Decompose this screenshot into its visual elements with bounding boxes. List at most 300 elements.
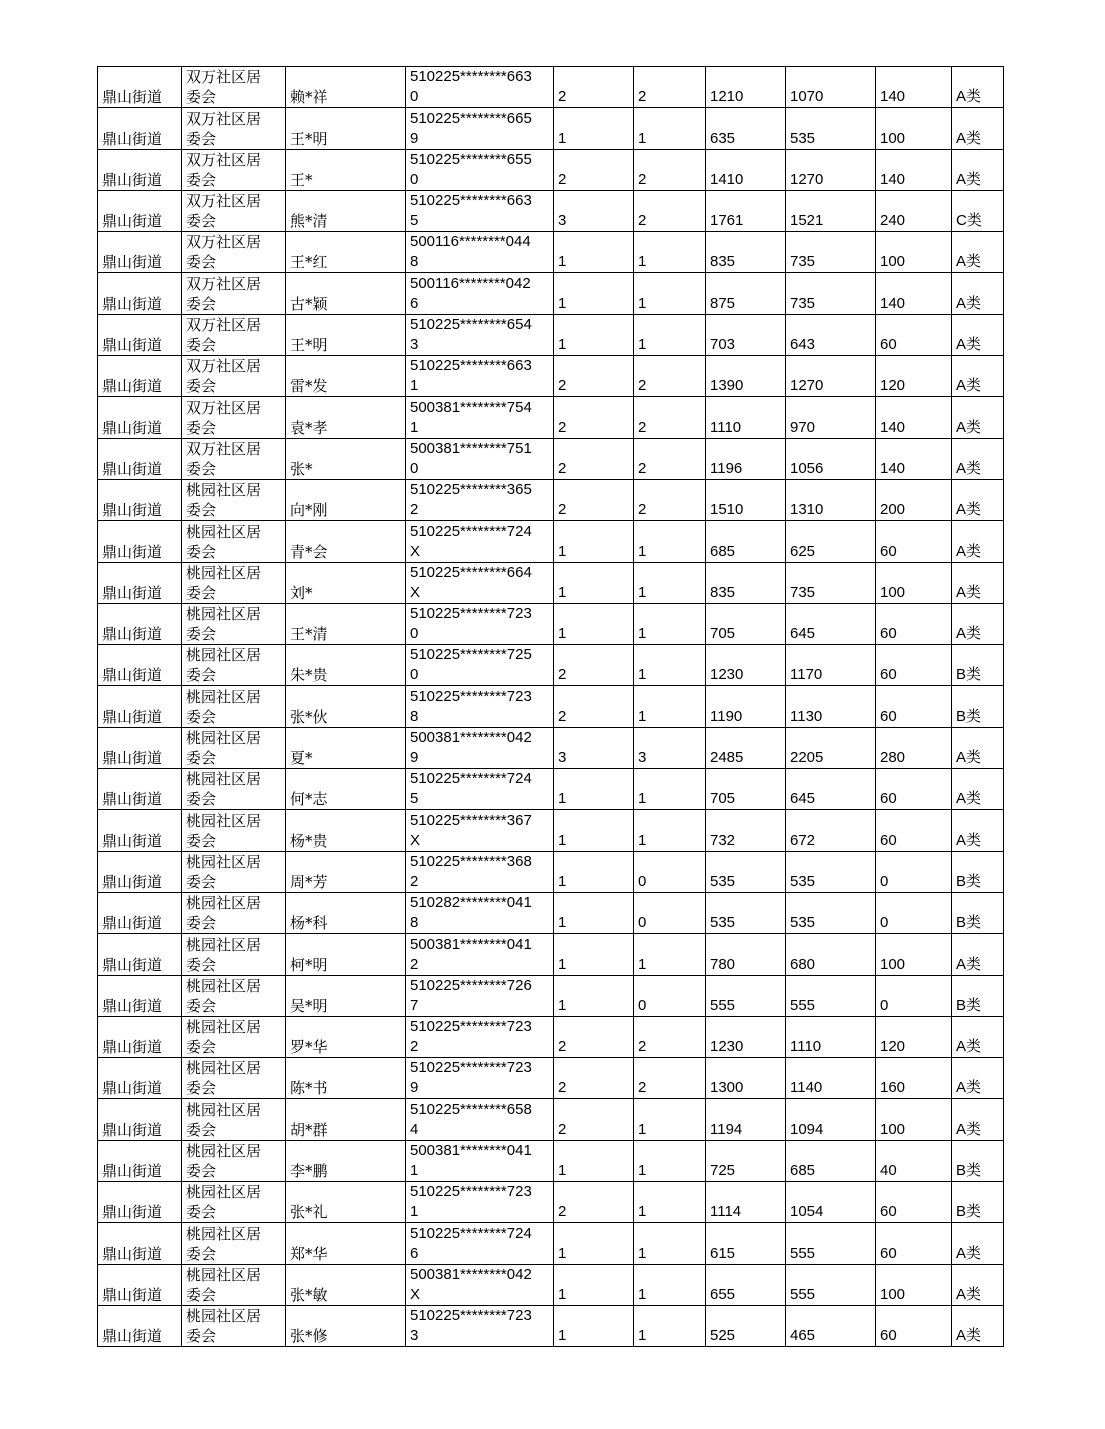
community-cell: 双万社区居 委会 <box>182 149 286 190</box>
street-cell: 鼎山街道 <box>98 975 182 1016</box>
base-amount-cell: 1310 <box>786 479 876 520</box>
total-amount-cell: 705 <box>706 603 786 644</box>
street-cell: 鼎山街道 <box>98 727 182 768</box>
household-size-cell: 1 <box>554 810 634 851</box>
table-row <box>98 645 1004 686</box>
category-cell: B类 <box>952 1140 1004 1181</box>
support-count-cell: 2 <box>634 67 706 108</box>
name-cell: 向*刚 <box>286 479 406 520</box>
name-cell: 夏* <box>286 727 406 768</box>
category-cell: A类 <box>952 934 1004 975</box>
name-cell: 吴*明 <box>286 975 406 1016</box>
extra-amount-cell: 40 <box>876 1140 952 1181</box>
category-cell: A类 <box>952 1099 1004 1140</box>
base-amount-cell: 535 <box>786 108 876 149</box>
household-size-cell: 1 <box>554 232 634 273</box>
community-cell: 桃园社区居 委会 <box>182 1182 286 1223</box>
category-cell: A类 <box>952 232 1004 273</box>
street-cell: 鼎山街道 <box>98 1264 182 1305</box>
household-size-cell: 2 <box>554 1182 634 1223</box>
community-cell: 桃园社区居 委会 <box>182 810 286 851</box>
category-cell: A类 <box>952 108 1004 149</box>
household-size-cell: 2 <box>554 356 634 397</box>
extra-amount-cell: 60 <box>876 810 952 851</box>
extra-amount-cell: 60 <box>876 769 952 810</box>
total-amount-cell: 1190 <box>706 686 786 727</box>
community-cell: 桃园社区居 委会 <box>182 1305 286 1346</box>
name-cell: 陈*书 <box>286 1058 406 1099</box>
extra-amount-cell: 140 <box>876 149 952 190</box>
total-amount-cell: 535 <box>706 851 786 892</box>
table-row <box>98 934 1004 975</box>
category-cell: A类 <box>952 1058 1004 1099</box>
street-cell: 鼎山街道 <box>98 769 182 810</box>
total-amount-cell: 685 <box>706 521 786 562</box>
support-count-cell: 3 <box>634 727 706 768</box>
total-amount-cell: 1510 <box>706 479 786 520</box>
id-number-cell: 510225********664 X <box>406 562 554 603</box>
total-amount-cell: 2485 <box>706 727 786 768</box>
community-cell: 桃园社区居 委会 <box>182 521 286 562</box>
table-row <box>98 1223 1004 1264</box>
id-number-cell: 510225********723 8 <box>406 686 554 727</box>
table-row <box>98 562 1004 603</box>
id-number-cell: 510225********655 0 <box>406 149 554 190</box>
household-size-cell: 1 <box>554 273 634 314</box>
id-number-cell: 510225********663 0 <box>406 67 554 108</box>
support-count-cell: 1 <box>634 314 706 355</box>
table-row <box>98 1058 1004 1099</box>
category-cell: B类 <box>952 645 1004 686</box>
base-amount-cell: 970 <box>786 397 876 438</box>
name-cell: 青*会 <box>286 521 406 562</box>
community-cell: 桃园社区居 委会 <box>182 934 286 975</box>
base-amount-cell: 1270 <box>786 149 876 190</box>
category-cell: A类 <box>952 273 1004 314</box>
street-cell: 鼎山街道 <box>98 1182 182 1223</box>
base-amount-cell: 735 <box>786 273 876 314</box>
table-row <box>98 769 1004 810</box>
extra-amount-cell: 200 <box>876 479 952 520</box>
category-cell: A类 <box>952 521 1004 562</box>
name-cell: 王* <box>286 149 406 190</box>
base-amount-cell: 680 <box>786 934 876 975</box>
id-number-cell: 510225********723 2 <box>406 1016 554 1057</box>
id-number-cell: 510225********665 9 <box>406 108 554 149</box>
street-cell: 鼎山街道 <box>98 810 182 851</box>
base-amount-cell: 535 <box>786 851 876 892</box>
name-cell: 郑*华 <box>286 1223 406 1264</box>
household-size-cell: 3 <box>554 190 634 231</box>
name-cell: 胡*群 <box>286 1099 406 1140</box>
name-cell: 朱*贵 <box>286 645 406 686</box>
street-cell: 鼎山街道 <box>98 1099 182 1140</box>
category-cell: B类 <box>952 1182 1004 1223</box>
extra-amount-cell: 60 <box>876 1223 952 1264</box>
total-amount-cell: 655 <box>706 1264 786 1305</box>
name-cell: 张*修 <box>286 1305 406 1346</box>
household-size-cell: 1 <box>554 934 634 975</box>
name-cell: 张*敏 <box>286 1264 406 1305</box>
street-cell: 鼎山街道 <box>98 397 182 438</box>
street-cell: 鼎山街道 <box>98 67 182 108</box>
support-count-cell: 2 <box>634 356 706 397</box>
category-cell: A类 <box>952 727 1004 768</box>
table-row <box>98 1016 1004 1057</box>
name-cell: 刘* <box>286 562 406 603</box>
extra-amount-cell: 140 <box>876 438 952 479</box>
household-size-cell: 1 <box>554 851 634 892</box>
category-cell: A类 <box>952 149 1004 190</box>
support-count-cell: 1 <box>634 273 706 314</box>
table-row <box>98 1099 1004 1140</box>
base-amount-cell: 555 <box>786 975 876 1016</box>
base-amount-cell: 1070 <box>786 67 876 108</box>
community-cell: 桃园社区居 委会 <box>182 769 286 810</box>
support-count-cell: 1 <box>634 108 706 149</box>
community-cell: 双万社区居 委会 <box>182 397 286 438</box>
support-count-cell: 1 <box>634 1223 706 1264</box>
support-count-cell: 2 <box>634 438 706 479</box>
total-amount-cell: 1210 <box>706 67 786 108</box>
support-count-cell: 1 <box>634 810 706 851</box>
household-size-cell: 1 <box>554 562 634 603</box>
table-row <box>98 149 1004 190</box>
total-amount-cell: 705 <box>706 769 786 810</box>
id-number-cell: 500381********041 2 <box>406 934 554 975</box>
base-amount-cell: 1110 <box>786 1016 876 1057</box>
community-cell: 桃园社区居 委会 <box>182 479 286 520</box>
household-size-cell: 2 <box>554 1016 634 1057</box>
total-amount-cell: 725 <box>706 1140 786 1181</box>
name-cell: 张*伙 <box>286 686 406 727</box>
extra-amount-cell: 140 <box>876 67 952 108</box>
community-cell: 桃园社区居 委会 <box>182 1140 286 1181</box>
category-cell: A类 <box>952 1264 1004 1305</box>
total-amount-cell: 703 <box>706 314 786 355</box>
extra-amount-cell: 0 <box>876 892 952 933</box>
category-cell: A类 <box>952 562 1004 603</box>
base-amount-cell: 1056 <box>786 438 876 479</box>
street-cell: 鼎山街道 <box>98 1140 182 1181</box>
base-amount-cell: 1094 <box>786 1099 876 1140</box>
extra-amount-cell: 0 <box>876 975 952 1016</box>
id-number-cell: 500381********042 X <box>406 1264 554 1305</box>
id-number-cell: 510282********041 8 <box>406 892 554 933</box>
community-cell: 双万社区居 委会 <box>182 108 286 149</box>
id-number-cell: 500381********042 9 <box>406 727 554 768</box>
table-row <box>98 851 1004 892</box>
total-amount-cell: 1114 <box>706 1182 786 1223</box>
id-number-cell: 510225********723 1 <box>406 1182 554 1223</box>
support-count-cell: 1 <box>634 1264 706 1305</box>
category-cell: A类 <box>952 1305 1004 1346</box>
support-count-cell: 1 <box>634 769 706 810</box>
support-count-cell: 2 <box>634 1058 706 1099</box>
name-cell: 张* <box>286 438 406 479</box>
street-cell: 鼎山街道 <box>98 934 182 975</box>
base-amount-cell: 1054 <box>786 1182 876 1223</box>
community-cell: 桃园社区居 委会 <box>182 851 286 892</box>
street-cell: 鼎山街道 <box>98 1058 182 1099</box>
support-count-cell: 0 <box>634 851 706 892</box>
category-cell: A类 <box>952 603 1004 644</box>
community-cell: 桃园社区居 委会 <box>182 892 286 933</box>
total-amount-cell: 1230 <box>706 645 786 686</box>
household-size-cell: 1 <box>554 1305 634 1346</box>
household-size-cell: 1 <box>554 1140 634 1181</box>
category-cell: A类 <box>952 1223 1004 1264</box>
support-count-cell: 2 <box>634 397 706 438</box>
support-count-cell: 1 <box>634 1099 706 1140</box>
total-amount-cell: 635 <box>706 108 786 149</box>
community-cell: 桃园社区居 委会 <box>182 727 286 768</box>
street-cell: 鼎山街道 <box>98 356 182 397</box>
extra-amount-cell: 60 <box>876 521 952 562</box>
name-cell: 王*清 <box>286 603 406 644</box>
community-cell: 桃园社区居 委会 <box>182 1058 286 1099</box>
community-cell: 桃园社区居 委会 <box>182 1016 286 1057</box>
household-size-cell: 1 <box>554 1223 634 1264</box>
id-number-cell: 510225********365 2 <box>406 479 554 520</box>
id-number-cell: 510225********724 6 <box>406 1223 554 1264</box>
street-cell: 鼎山街道 <box>98 232 182 273</box>
street-cell: 鼎山街道 <box>98 438 182 479</box>
table-row <box>98 356 1004 397</box>
base-amount-cell: 1130 <box>786 686 876 727</box>
total-amount-cell: 1110 <box>706 397 786 438</box>
id-number-cell: 500116********044 8 <box>406 232 554 273</box>
community-cell: 桃园社区居 委会 <box>182 686 286 727</box>
base-amount-cell: 643 <box>786 314 876 355</box>
household-size-cell: 2 <box>554 1099 634 1140</box>
extra-amount-cell: 240 <box>876 190 952 231</box>
id-number-cell: 510225********723 0 <box>406 603 554 644</box>
total-amount-cell: 1196 <box>706 438 786 479</box>
id-number-cell: 510225********663 1 <box>406 356 554 397</box>
extra-amount-cell: 100 <box>876 108 952 149</box>
table-row <box>98 1140 1004 1181</box>
table-row <box>98 438 1004 479</box>
street-cell: 鼎山街道 <box>98 603 182 644</box>
name-cell: 王*明 <box>286 108 406 149</box>
household-size-cell: 2 <box>554 1058 634 1099</box>
name-cell: 何*志 <box>286 769 406 810</box>
base-amount-cell: 645 <box>786 603 876 644</box>
extra-amount-cell: 100 <box>876 934 952 975</box>
total-amount-cell: 555 <box>706 975 786 1016</box>
name-cell: 熊*清 <box>286 190 406 231</box>
support-count-cell: 0 <box>634 892 706 933</box>
id-number-cell: 510225********723 9 <box>406 1058 554 1099</box>
base-amount-cell: 625 <box>786 521 876 562</box>
street-cell: 鼎山街道 <box>98 149 182 190</box>
base-amount-cell: 672 <box>786 810 876 851</box>
name-cell: 李*鹏 <box>286 1140 406 1181</box>
category-cell: A类 <box>952 1016 1004 1057</box>
name-cell: 杨*科 <box>286 892 406 933</box>
name-cell: 雷*发 <box>286 356 406 397</box>
id-number-cell: 510225********724 5 <box>406 769 554 810</box>
base-amount-cell: 1140 <box>786 1058 876 1099</box>
community-cell: 桃园社区居 委会 <box>182 603 286 644</box>
support-count-cell: 0 <box>634 975 706 1016</box>
support-count-cell: 2 <box>634 479 706 520</box>
base-amount-cell: 1170 <box>786 645 876 686</box>
total-amount-cell: 615 <box>706 1223 786 1264</box>
household-size-cell: 2 <box>554 397 634 438</box>
table-row <box>98 273 1004 314</box>
community-cell: 双万社区居 委会 <box>182 356 286 397</box>
street-cell: 鼎山街道 <box>98 1223 182 1264</box>
total-amount-cell: 875 <box>706 273 786 314</box>
total-amount-cell: 1230 <box>706 1016 786 1057</box>
extra-amount-cell: 100 <box>876 562 952 603</box>
extra-amount-cell: 100 <box>876 232 952 273</box>
total-amount-cell: 1410 <box>706 149 786 190</box>
category-cell: A类 <box>952 438 1004 479</box>
street-cell: 鼎山街道 <box>98 892 182 933</box>
household-size-cell: 1 <box>554 521 634 562</box>
household-size-cell: 2 <box>554 686 634 727</box>
id-number-cell: 500381********041 1 <box>406 1140 554 1181</box>
category-cell: B类 <box>952 975 1004 1016</box>
id-number-cell: 510225********723 3 <box>406 1305 554 1346</box>
table-row <box>98 1264 1004 1305</box>
household-size-cell: 2 <box>554 149 634 190</box>
total-amount-cell: 835 <box>706 562 786 603</box>
extra-amount-cell: 100 <box>876 1264 952 1305</box>
community-cell: 桃园社区居 委会 <box>182 645 286 686</box>
table-row <box>98 975 1004 1016</box>
household-size-cell: 1 <box>554 975 634 1016</box>
street-cell: 鼎山街道 <box>98 521 182 562</box>
table-body <box>98 67 1004 1347</box>
household-size-cell: 3 <box>554 727 634 768</box>
street-cell: 鼎山街道 <box>98 190 182 231</box>
name-cell: 王*红 <box>286 232 406 273</box>
table-row <box>98 727 1004 768</box>
name-cell: 王*明 <box>286 314 406 355</box>
household-size-cell: 2 <box>554 67 634 108</box>
extra-amount-cell: 60 <box>876 603 952 644</box>
base-amount-cell: 555 <box>786 1264 876 1305</box>
extra-amount-cell: 100 <box>876 1099 952 1140</box>
extra-amount-cell: 280 <box>876 727 952 768</box>
household-size-cell: 1 <box>554 769 634 810</box>
id-number-cell: 510225********658 4 <box>406 1099 554 1140</box>
total-amount-cell: 525 <box>706 1305 786 1346</box>
extra-amount-cell: 60 <box>876 314 952 355</box>
category-cell: A类 <box>952 67 1004 108</box>
extra-amount-cell: 140 <box>876 273 952 314</box>
extra-amount-cell: 0 <box>876 851 952 892</box>
household-size-cell: 2 <box>554 479 634 520</box>
id-number-cell: 510225********663 5 <box>406 190 554 231</box>
base-amount-cell: 1270 <box>786 356 876 397</box>
street-cell: 鼎山街道 <box>98 645 182 686</box>
street-cell: 鼎山街道 <box>98 108 182 149</box>
community-cell: 桃园社区居 委会 <box>182 1099 286 1140</box>
community-cell: 桃园社区居 委会 <box>182 1264 286 1305</box>
household-size-cell: 2 <box>554 645 634 686</box>
household-size-cell: 1 <box>554 314 634 355</box>
category-cell: A类 <box>952 397 1004 438</box>
household-size-cell: 1 <box>554 603 634 644</box>
base-amount-cell: 645 <box>786 769 876 810</box>
id-number-cell: 510225********367 X <box>406 810 554 851</box>
community-cell: 桃园社区居 委会 <box>182 975 286 1016</box>
table-row <box>98 314 1004 355</box>
extra-amount-cell: 120 <box>876 1016 952 1057</box>
support-count-cell: 1 <box>634 521 706 562</box>
name-cell: 罗*华 <box>286 1016 406 1057</box>
support-count-cell: 2 <box>634 190 706 231</box>
name-cell: 张*礼 <box>286 1182 406 1223</box>
name-cell: 周*芳 <box>286 851 406 892</box>
table-row <box>98 810 1004 851</box>
street-cell: 鼎山街道 <box>98 1305 182 1346</box>
category-cell: A类 <box>952 769 1004 810</box>
name-cell: 杨*贵 <box>286 810 406 851</box>
support-count-cell: 1 <box>634 1182 706 1223</box>
street-cell: 鼎山街道 <box>98 273 182 314</box>
name-cell: 袁*孝 <box>286 397 406 438</box>
support-count-cell: 1 <box>634 562 706 603</box>
id-number-cell: 500116********042 6 <box>406 273 554 314</box>
category-cell: A类 <box>952 810 1004 851</box>
support-count-cell: 1 <box>634 1305 706 1346</box>
support-count-cell: 1 <box>634 686 706 727</box>
extra-amount-cell: 160 <box>876 1058 952 1099</box>
base-amount-cell: 1521 <box>786 190 876 231</box>
id-number-cell: 510225********724 X <box>406 521 554 562</box>
table-row <box>98 232 1004 273</box>
community-cell: 桃园社区居 委会 <box>182 1223 286 1264</box>
total-amount-cell: 1300 <box>706 1058 786 1099</box>
category-cell: C类 <box>952 190 1004 231</box>
support-count-cell: 1 <box>634 1140 706 1181</box>
community-cell: 双万社区居 委会 <box>182 67 286 108</box>
table-row <box>98 190 1004 231</box>
base-amount-cell: 735 <box>786 232 876 273</box>
total-amount-cell: 732 <box>706 810 786 851</box>
street-cell: 鼎山街道 <box>98 479 182 520</box>
support-count-cell: 1 <box>634 934 706 975</box>
support-count-cell: 1 <box>634 645 706 686</box>
table-row <box>98 521 1004 562</box>
table-row <box>98 892 1004 933</box>
total-amount-cell: 1194 <box>706 1099 786 1140</box>
name-cell: 古*颖 <box>286 273 406 314</box>
base-amount-cell: 535 <box>786 892 876 933</box>
household-size-cell: 1 <box>554 892 634 933</box>
table-row <box>98 479 1004 520</box>
table-row <box>98 603 1004 644</box>
total-amount-cell: 1390 <box>706 356 786 397</box>
community-cell: 桃园社区居 委会 <box>182 562 286 603</box>
total-amount-cell: 835 <box>706 232 786 273</box>
name-cell: 柯*明 <box>286 934 406 975</box>
table-row <box>98 397 1004 438</box>
total-amount-cell: 535 <box>706 892 786 933</box>
id-number-cell: 510225********368 2 <box>406 851 554 892</box>
support-count-cell: 2 <box>634 1016 706 1057</box>
id-number-cell: 510225********726 7 <box>406 975 554 1016</box>
support-count-cell: 2 <box>634 149 706 190</box>
community-cell: 双万社区居 委会 <box>182 314 286 355</box>
street-cell: 鼎山街道 <box>98 1016 182 1057</box>
